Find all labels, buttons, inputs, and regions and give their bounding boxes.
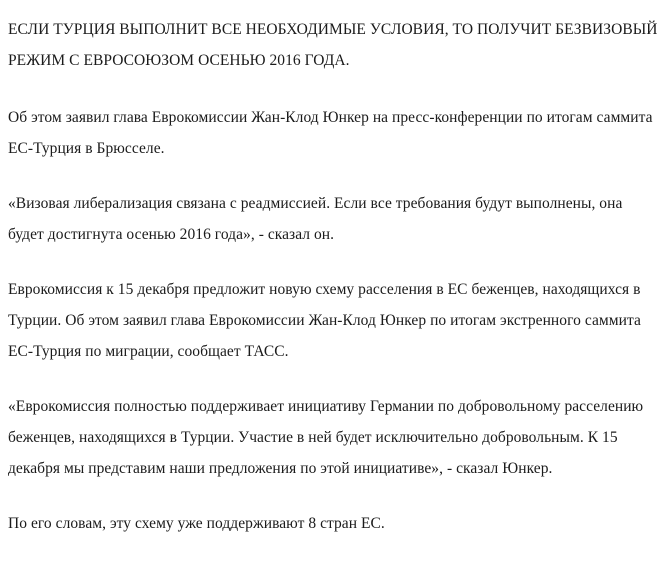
article-lead-paragraph: ЕСЛИ ТУРЦИЯ ВЫПОЛНИТ ВСЕ НЕОБХОДИМЫЕ УСЛОВИЯ, ТО ПОЛУЧИТ БЕЗВИЗОВЫЙ РЕЖИМ С ЕВРОСОЮЗОМ ОСЕНЬЮ 2016 ГОДА. <box>8 21 658 69</box>
article-paragraph: По его словам, эту схему уже поддерживают 8 стран ЕС. <box>8 515 385 532</box>
article-paragraph: Еврокомиссия к 15 декабря предложит новую схему расселения в ЕС беженцев, находящихся в Турции. Об этом заявил глава Еврокомиссии Жан-Клод Юнкер по итогам экстренного саммита ЕС-Турция по миграции, сообщает ТАСС. <box>8 281 641 360</box>
article-paragraph: «Визовая либерализация связана с реадмиссией. Если все требования будут выполнены, она будет достигнута осенью 2016 года», - сказал он. <box>8 195 623 243</box>
article-paragraph: «Еврокомиссия полностью поддерживает инициативу Германии по добровольному расселению беженцев, находящихся в Турции. Участие в ней будет исключительно добровольным. К 15 декабря мы представим наши предложения по этой инициативе», - сказал Юнкер. <box>8 398 644 477</box>
article-paragraph: Об этом заявил глава Еврокомиссии Жан-Клод Юнкер на пресс-конференции по итогам саммита ЕС-Турция в Брюсселе. <box>8 109 653 157</box>
